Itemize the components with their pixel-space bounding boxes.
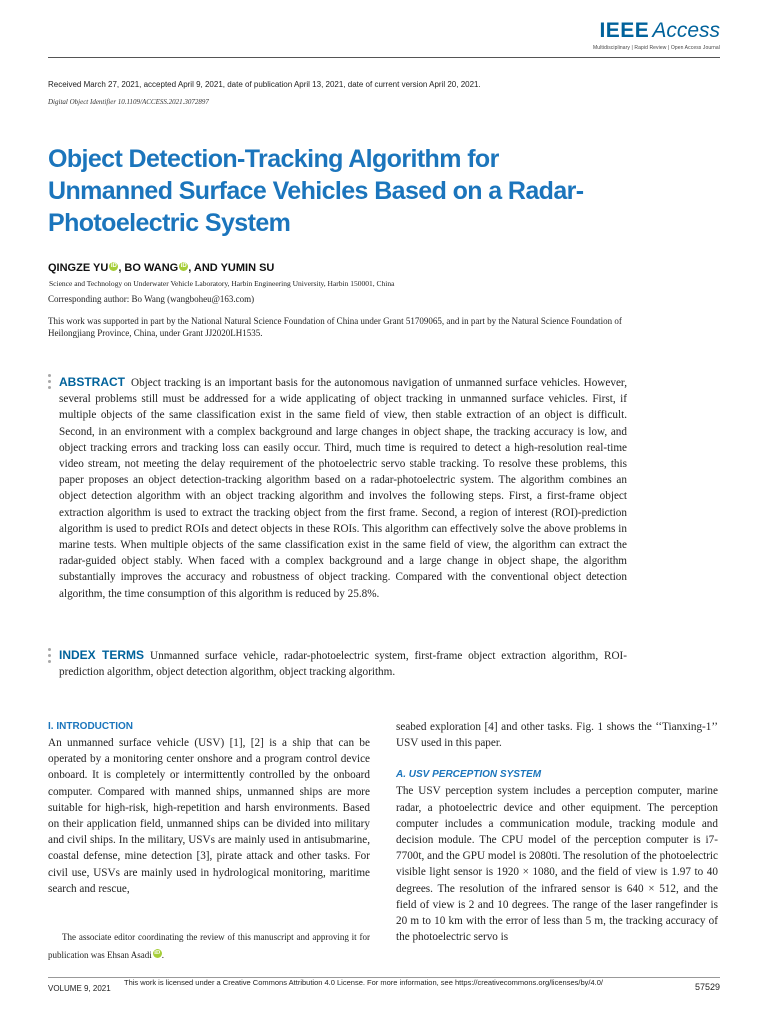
orcid-icon[interactable]: iD [180, 263, 187, 269]
author-name: , AND YUMIN SU [188, 262, 275, 274]
continuation-paragraph: seabed exploration [4] and other tasks. Fig. 1 shows the ‘‘Tianxing-1’’ USV used in this paper. [396, 721, 718, 750]
abstract-text: Object tracking is an important basis for the autonomous navigation of unmanned surface vehicles. However, several problems still must be addressed for a wide applicating of object tracking in unmanned surface vehicles. First, if multiple objects of the same classification exist in the same field of view, then stable extraction of an object is difficult. Second, in an environment with a complex background and large changes in object shape, the tracking accuracy is low, and object tracking errors and tracking loss can easily occur. Third, much time is required to detect a high-resolution real-time video stream, not meeting the delay requirement of the photoelectric servo stable tracking. To resolve these problems, this paper proposes an object detection-tracking algorithm based on a radar-photoelectric system. The algorithm combines an object detection algorithm with an object tracking algorithm and involves the following steps. First, a first-frame object extraction algorithm is used to extract the tracking object from the first frame. Second, a region of interest (ROI)-prediction algorithm is used to predict ROIs and detect objects in these ROIs. This algorithm can effectively solve the above problems in marine tests. When multiple objects of the same classification exist in the same field of view, the algorithm can extract the radar-guided object stably. When faced with a complex background and a large change in object shape, the algorithm substantially improves the accuracy and robustness of object tracking. Compared with the conventional object detection algorithm, the time consumption of this algorithm is reduced by 25.8%. [59, 377, 627, 600]
logo-ieee-text: IEEE [599, 19, 650, 42]
left-column [48, 719, 370, 897]
right-column [396, 719, 718, 945]
orcid-icon[interactable]: iD [110, 263, 117, 269]
received-dates: Received March 27, 2021, accepted April 9, 2021, date of publication April 13, 2021, date of current version April 20, 2021. [48, 80, 481, 89]
index-terms-label: INDEX TERMS [59, 648, 145, 662]
volume-label: VOLUME 9, 2021 [48, 984, 111, 993]
section-heading-introduction: I. INTRODUCTION [48, 721, 133, 732]
license-note[interactable]: This work is licensed under a Creative Commons Attribution 4.0 License. For more information, see https://creativecommons.org/licenses/by/4.0/ [124, 978, 603, 987]
author-name: QINGZE YU [48, 262, 109, 274]
index-terms [59, 647, 627, 680]
paper-title: Object Detection-Tracking Algorithm for Unmanned Surface Vehicles Based on a Radar-Photoelectric System [48, 145, 584, 237]
logo-tagline: Multidisciplinary | Rapid Review | Open Access Journal [593, 45, 720, 51]
author-name: , BO WANG [118, 262, 179, 274]
journal-logo [593, 20, 720, 51]
header-rule [48, 57, 720, 58]
affiliation: Science and Technology on Underwater Vehicle Laboratory, Harbin Engineering University, Harbin 150001, China [49, 279, 395, 288]
doi-line[interactable]: Digital Object Identifier 10.1109/ACCESS.2021.3072897 [48, 98, 209, 106]
page-number: 57529 [694, 982, 720, 992]
funding-note: This work was supported in part by the National Natural Science Foundation of China under Grant 51709065, and in part by the Natural Science Foundation of Heilongjiang Province, China, under Grant JJ2020LH1535. [48, 316, 622, 338]
author-list [48, 262, 274, 274]
index-terms-dots-icon [48, 648, 52, 666]
logo-access-text: Access [652, 19, 720, 42]
abstract-label: ABSTRACT [59, 375, 125, 389]
index-terms-text: Unmanned surface vehicle, radar-photoelectric system, first-frame object extraction algorithm, ROI-prediction algorithm, object detection algorithm, object tracking algorithm. [59, 650, 627, 679]
perception-paragraph: The USV perception system includes a perception computer, marine radar, a photoelectric device and other equipment. The perception computer includes a communication module, tracking module and decision module. The CPU model of the perception computer is i7-7700t, and the GPU model is 2080ti. The resolution of the photoelectric visible light sensor is 1920 × 1080, and the field of view is 1.97 to 40 degrees. The resolution of the infrared sensor is 640 × 512, and the field of view is 2 and 10 degrees. The range of the laser rangefinder is 20 m to 10 km with the error of less than 5 m, the tracking accuracy of the photoelectric servo is [396, 785, 718, 944]
corresponding-author: Corresponding author: Bo Wang (wangboheu@163.com) [48, 294, 255, 304]
subsection-heading-perception: A. USV PERCEPTION SYSTEM [396, 769, 542, 781]
editor-footnote: The associate editor coordinating the review of this manuscript and approving it for publication was Ehsan Asadi iD . [48, 932, 370, 960]
abstract-dots-icon [48, 374, 52, 392]
introduction-paragraph: An unmanned surface vehicle (USV) [1], [2] is a ship that can be operated by a monitoring center onshore and a program control device onboard. It is completely or intermittently controlled by the onboard computer. Compared with manned ships, unmanned ships are more suitable for high-risk, high-repetition and harsh environments. Based on their application field, unmanned ships can be divided into military and civil ships. In the military, USVs are mainly used in antisubmarine, coastal defense, mine detection [3], pirate attack and other tasks. For civil use, USVs are mainly used in hydrological monitoring, maritime search and rescue, [48, 737, 370, 895]
abstract [59, 374, 627, 602]
footnote-text: The associate editor coordinating the review of this manuscript and approving it for publication was Ehsan Asadi [48, 932, 370, 960]
orcid-icon[interactable]: iD [154, 950, 161, 956]
